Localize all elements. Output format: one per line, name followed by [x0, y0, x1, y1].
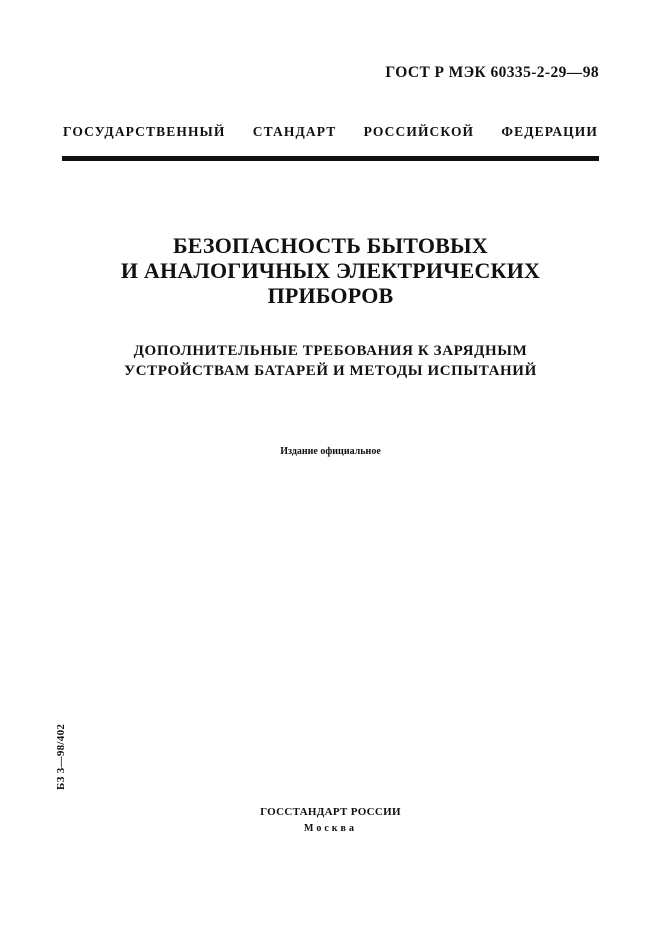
- heading-word: ГОСУДАРСТВЕННЫЙ: [63, 124, 226, 139]
- title-line: ПРИБОРОВ: [267, 283, 394, 308]
- title-line: И АНАЛОГИЧНЫХ ЭЛЕКТРИЧЕСКИХ: [120, 258, 541, 283]
- document-subtitle: [0, 341, 661, 381]
- heading-word: ФЕДЕРАЦИИ: [501, 124, 598, 139]
- side-catalog-code: БЗ 3—98/402: [55, 723, 67, 790]
- standard-number: ГОСТ Р МЭК 60335-2-29—98: [385, 64, 599, 81]
- subtitle-line: ДОПОЛНИТЕЛЬНЫЕ ТРЕБОВАНИЯ К ЗАРЯДНЫМ: [133, 343, 528, 359]
- publisher-name: ГОССТАНДАРТ РОССИИ: [260, 806, 401, 818]
- state-standard-heading: [63, 124, 598, 140]
- document-title: [0, 233, 661, 308]
- heading-word: СТАНДАРТ: [252, 124, 337, 139]
- title-line: БЕЗОПАСНОСТЬ БЫТОВЫХ: [173, 233, 488, 258]
- publisher-city: Москва: [304, 823, 357, 834]
- edition-label: Издание официальное: [280, 446, 381, 457]
- heading-divider: [62, 156, 599, 161]
- subtitle-line: УСТРОЙСТВАМ БАТАРЕЙ И МЕТОДЫ ИСПЫТАНИЙ: [124, 363, 537, 379]
- heading-word: РОССИЙСКОЙ: [363, 124, 475, 139]
